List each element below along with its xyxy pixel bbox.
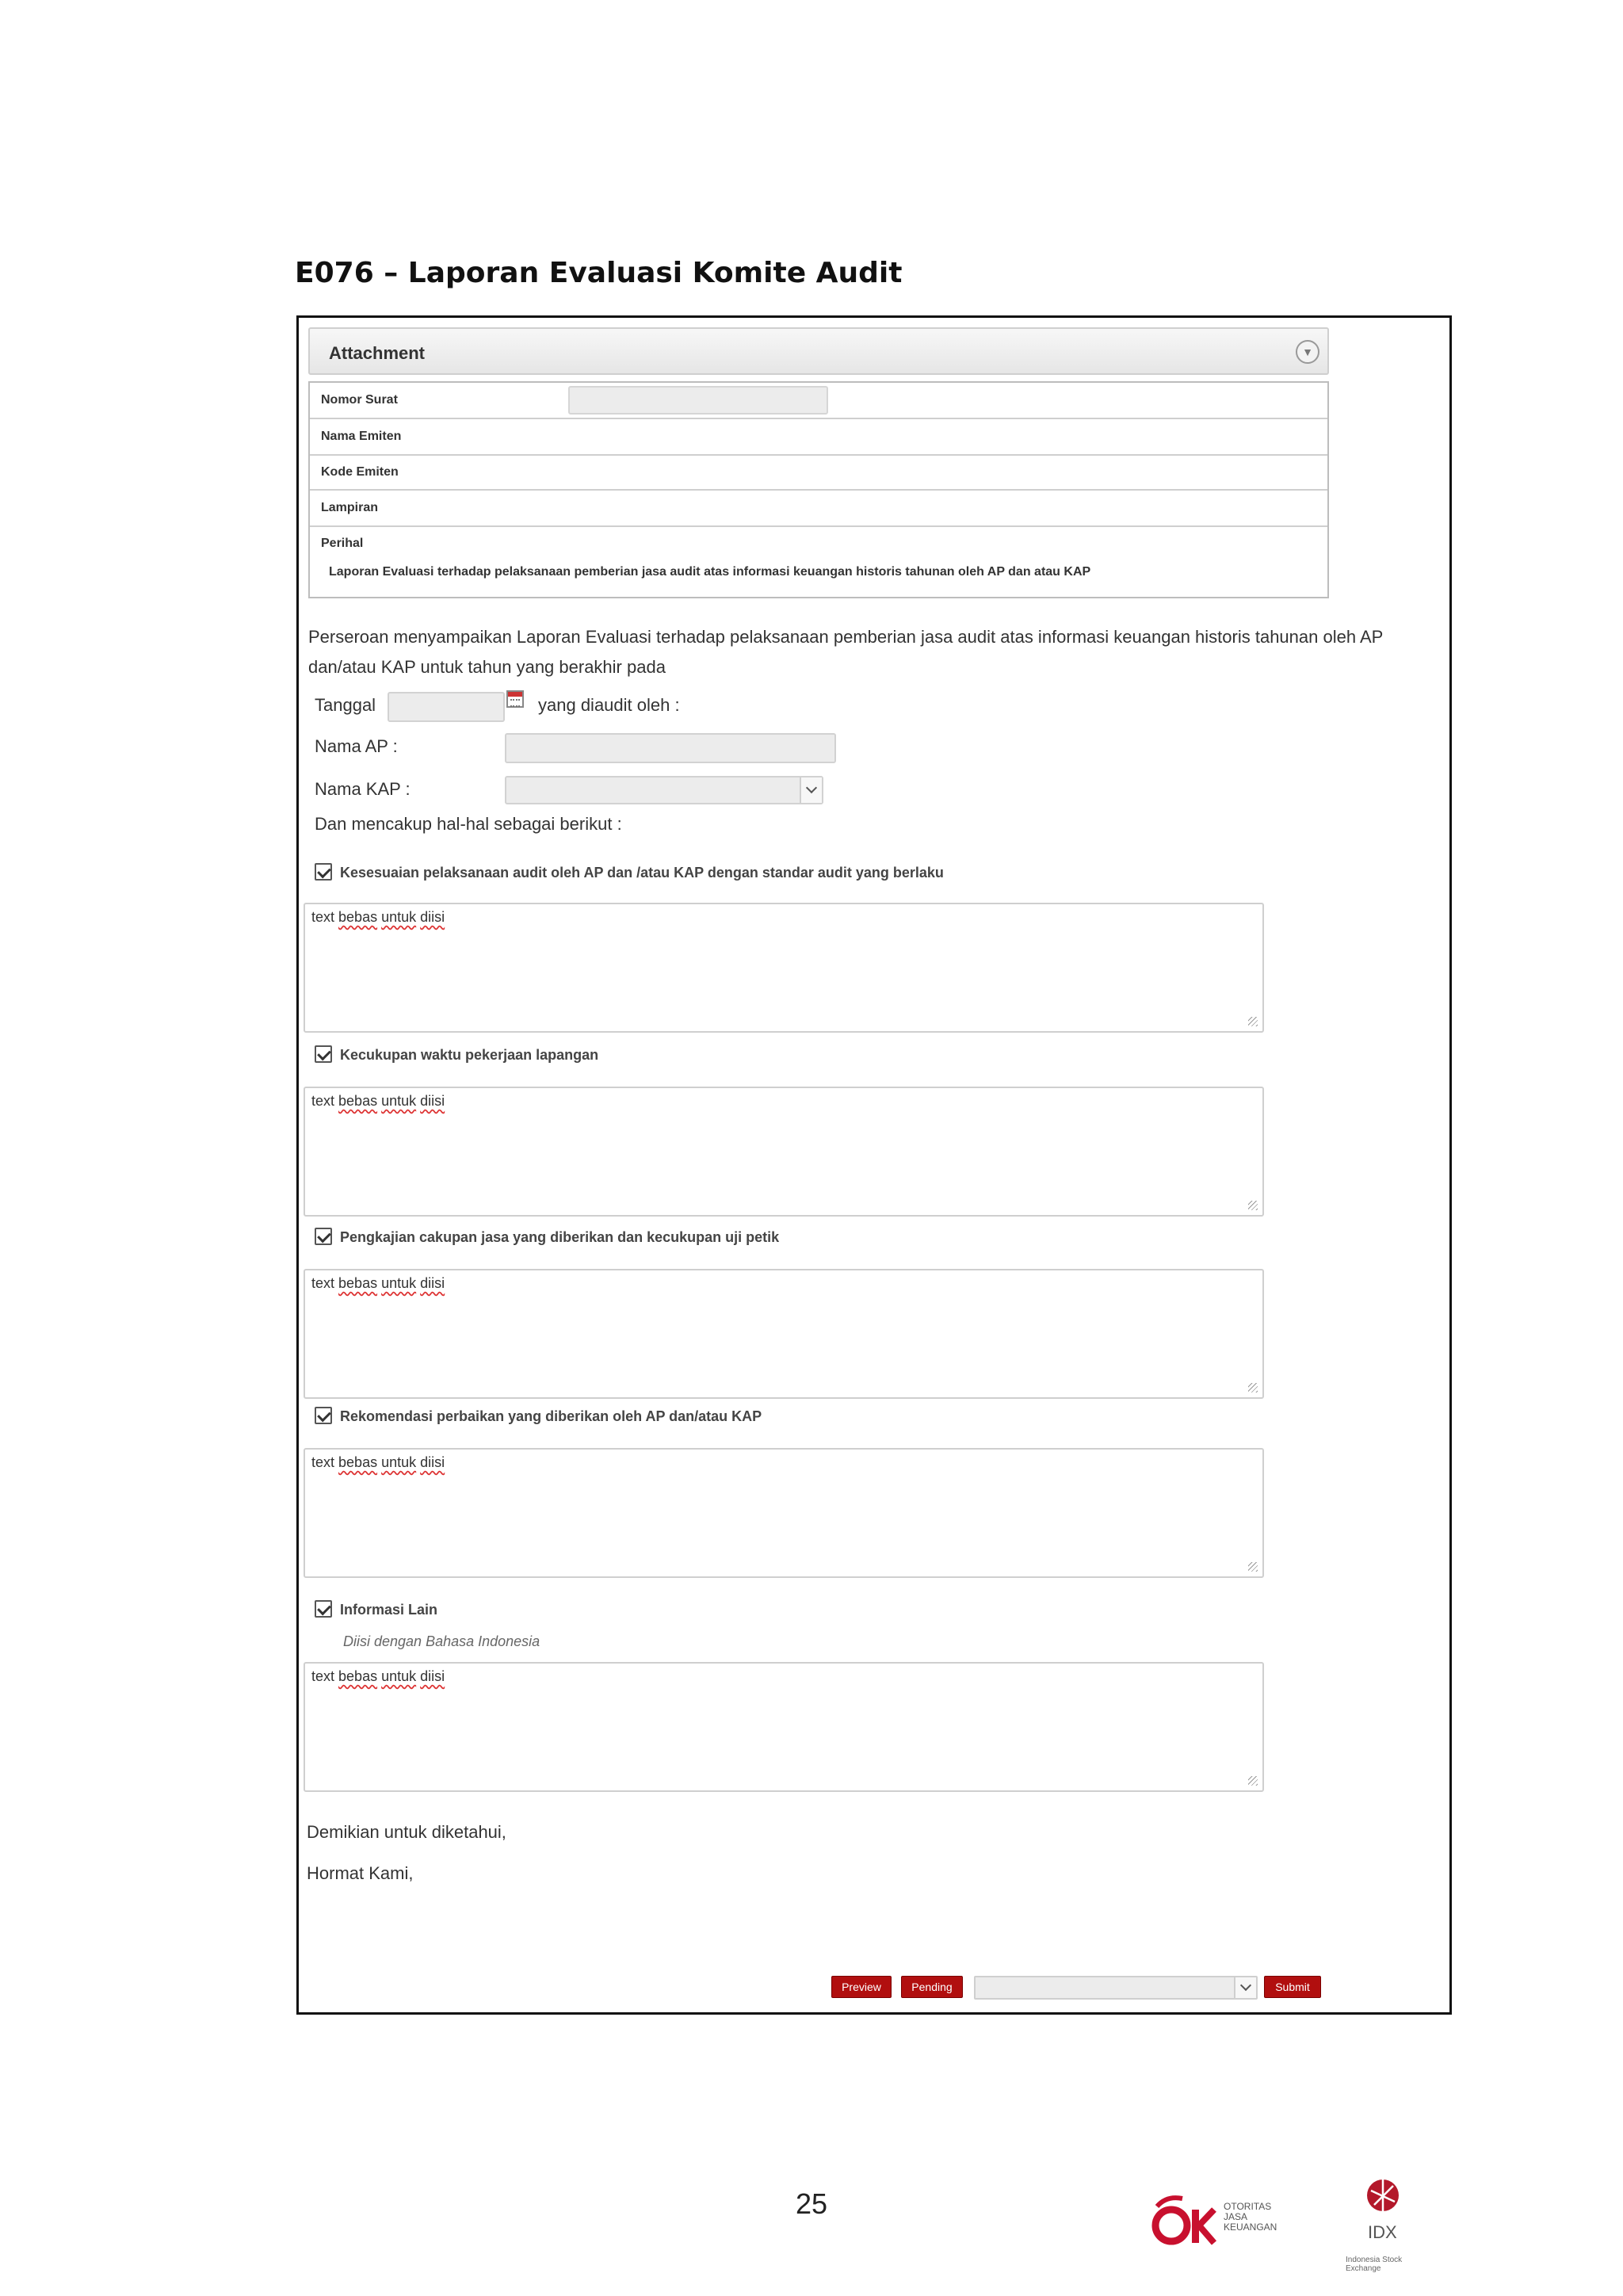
nama-kap-select[interactable] [505, 776, 823, 804]
rekomendasi-label: Rekomendasi perbaikan yang diberikan oleh AP dan/atau KAP [340, 1408, 762, 1424]
resize-handle-icon[interactable] [1248, 1017, 1258, 1026]
calendar-icon[interactable] [506, 690, 524, 708]
resize-handle-icon[interactable] [1248, 1776, 1258, 1786]
pengkajian-checkbox[interactable] [315, 1228, 332, 1245]
nomor-surat-input[interactable] [568, 386, 828, 415]
page-number: 25 [796, 2187, 828, 2220]
chevron-down-icon[interactable] [800, 777, 822, 803]
intro-paragraph: Perseroan menyampaikan Laporan Evaluasi terhadap pelaksanaan pemberian jasa audit atas informasi keuangan historis tahunan oleh AP dan/atau KAP untuk tahun yang berakhir pada [308, 627, 1383, 677]
pengkajian-textarea[interactable] [304, 1269, 1264, 1399]
rekomendasi-textarea[interactable] [304, 1448, 1264, 1578]
kecukupan-waktu-checkbox[interactable] [315, 1045, 332, 1063]
informasi-lain-label: Informasi Lain [340, 1602, 438, 1618]
kecukupan-waktu-textarea[interactable] [304, 1087, 1264, 1217]
kesesuaian-checkbox[interactable] [315, 863, 332, 881]
nama-kap-label: Nama KAP : [315, 779, 411, 799]
kode-emiten-label: Kode Emiten [321, 465, 399, 479]
informasi-lain-hint: Diisi dengan Bahasa Indonesia [343, 1633, 540, 1649]
idx-mark-icon [1363, 2175, 1403, 2219]
attachment-table [308, 381, 1329, 598]
informasi-lain-textarea[interactable] [304, 1662, 1264, 1792]
textarea-text: text bebas untuk diisi [311, 1454, 445, 1470]
rekomendasi-checkbox[interactable] [315, 1407, 332, 1424]
ojk-mark-icon [1151, 2191, 1219, 2251]
ojk-logo [1151, 2184, 1293, 2260]
textarea-text: text bebas untuk diisi [311, 909, 445, 925]
pengkajian-label: Pengkajian cakupan jasa yang diberikan dan kecukupan uji petik [340, 1229, 780, 1245]
closing-line-1: Demikian untuk diketahui, [307, 1822, 506, 1842]
row-kode-emiten [310, 456, 1327, 491]
idx-logo [1338, 2175, 1433, 2278]
tanggal-input[interactable] [388, 692, 505, 722]
resize-handle-icon[interactable] [1248, 1383, 1258, 1392]
page-title: E076 – Laporan Evaluasi Komite Audit [295, 257, 903, 289]
kesesuaian-label: Kesesuaian pelaksanaan audit oleh AP dan /atau KAP dengan standar audit yang berlaku [340, 865, 944, 881]
diaudit-label: yang diaudit oleh : [538, 695, 680, 715]
action-select[interactable] [974, 1976, 1258, 2000]
row-nama-emiten [310, 419, 1327, 456]
tanggal-label: Tanggal [315, 695, 376, 715]
kesesuaian-textarea[interactable] [304, 903, 1264, 1033]
chevron-down-icon[interactable]: ▼ [1296, 340, 1319, 364]
informasi-lain-checkbox[interactable] [315, 1600, 332, 1618]
row-perihal [310, 527, 1327, 597]
lampiran-label: Lampiran [321, 501, 379, 514]
preview-button[interactable]: Preview [831, 1976, 892, 1998]
nama-ap-input[interactable] [505, 733, 836, 763]
nomor-surat-label: Nomor Surat [321, 393, 398, 407]
resize-handle-icon[interactable] [1248, 1562, 1258, 1572]
kecukupan-waktu-label: Kecukupan waktu pekerjaan lapangan [340, 1047, 599, 1063]
attachment-panel-header[interactable] [308, 327, 1329, 375]
nama-ap-label: Nama AP : [315, 736, 398, 756]
row-nomor-surat [310, 383, 1327, 419]
nama-emiten-label: Nama Emiten [321, 430, 402, 443]
closing-line-2: Hormat Kami, [307, 1863, 414, 1883]
row-lampiran [310, 491, 1327, 527]
textarea-text: text bebas untuk diisi [311, 1275, 445, 1291]
pending-button[interactable]: Pending [901, 1976, 963, 1998]
perihal-label: Perihal [321, 537, 364, 550]
form-screenshot-frame [296, 315, 1452, 2015]
resize-handle-icon[interactable] [1248, 1201, 1258, 1210]
attachment-title: Attachment [329, 343, 426, 363]
idx-subtitle: Indonesia Stock Exchange [1346, 2256, 1403, 2273]
idx-caption: IDX [1368, 2222, 1397, 2242]
ojk-caption: OTORITAS JASA KEUANGAN [1224, 2201, 1277, 2233]
perihal-text: Laporan Evaluasi terhadap pelaksanaan pemberian jasa audit atas informasi keuangan historis tahunan oleh AP dan atau KAP [329, 565, 1091, 579]
textarea-text: text bebas untuk diisi [311, 1093, 445, 1109]
textarea-text: text bebas untuk diisi [311, 1668, 445, 1684]
chevron-down-icon[interactable] [1234, 1977, 1256, 1998]
submit-button[interactable]: Submit [1264, 1976, 1321, 1998]
mencakup-label: Dan mencakup hal-hal sebagai berikut : [315, 814, 622, 834]
